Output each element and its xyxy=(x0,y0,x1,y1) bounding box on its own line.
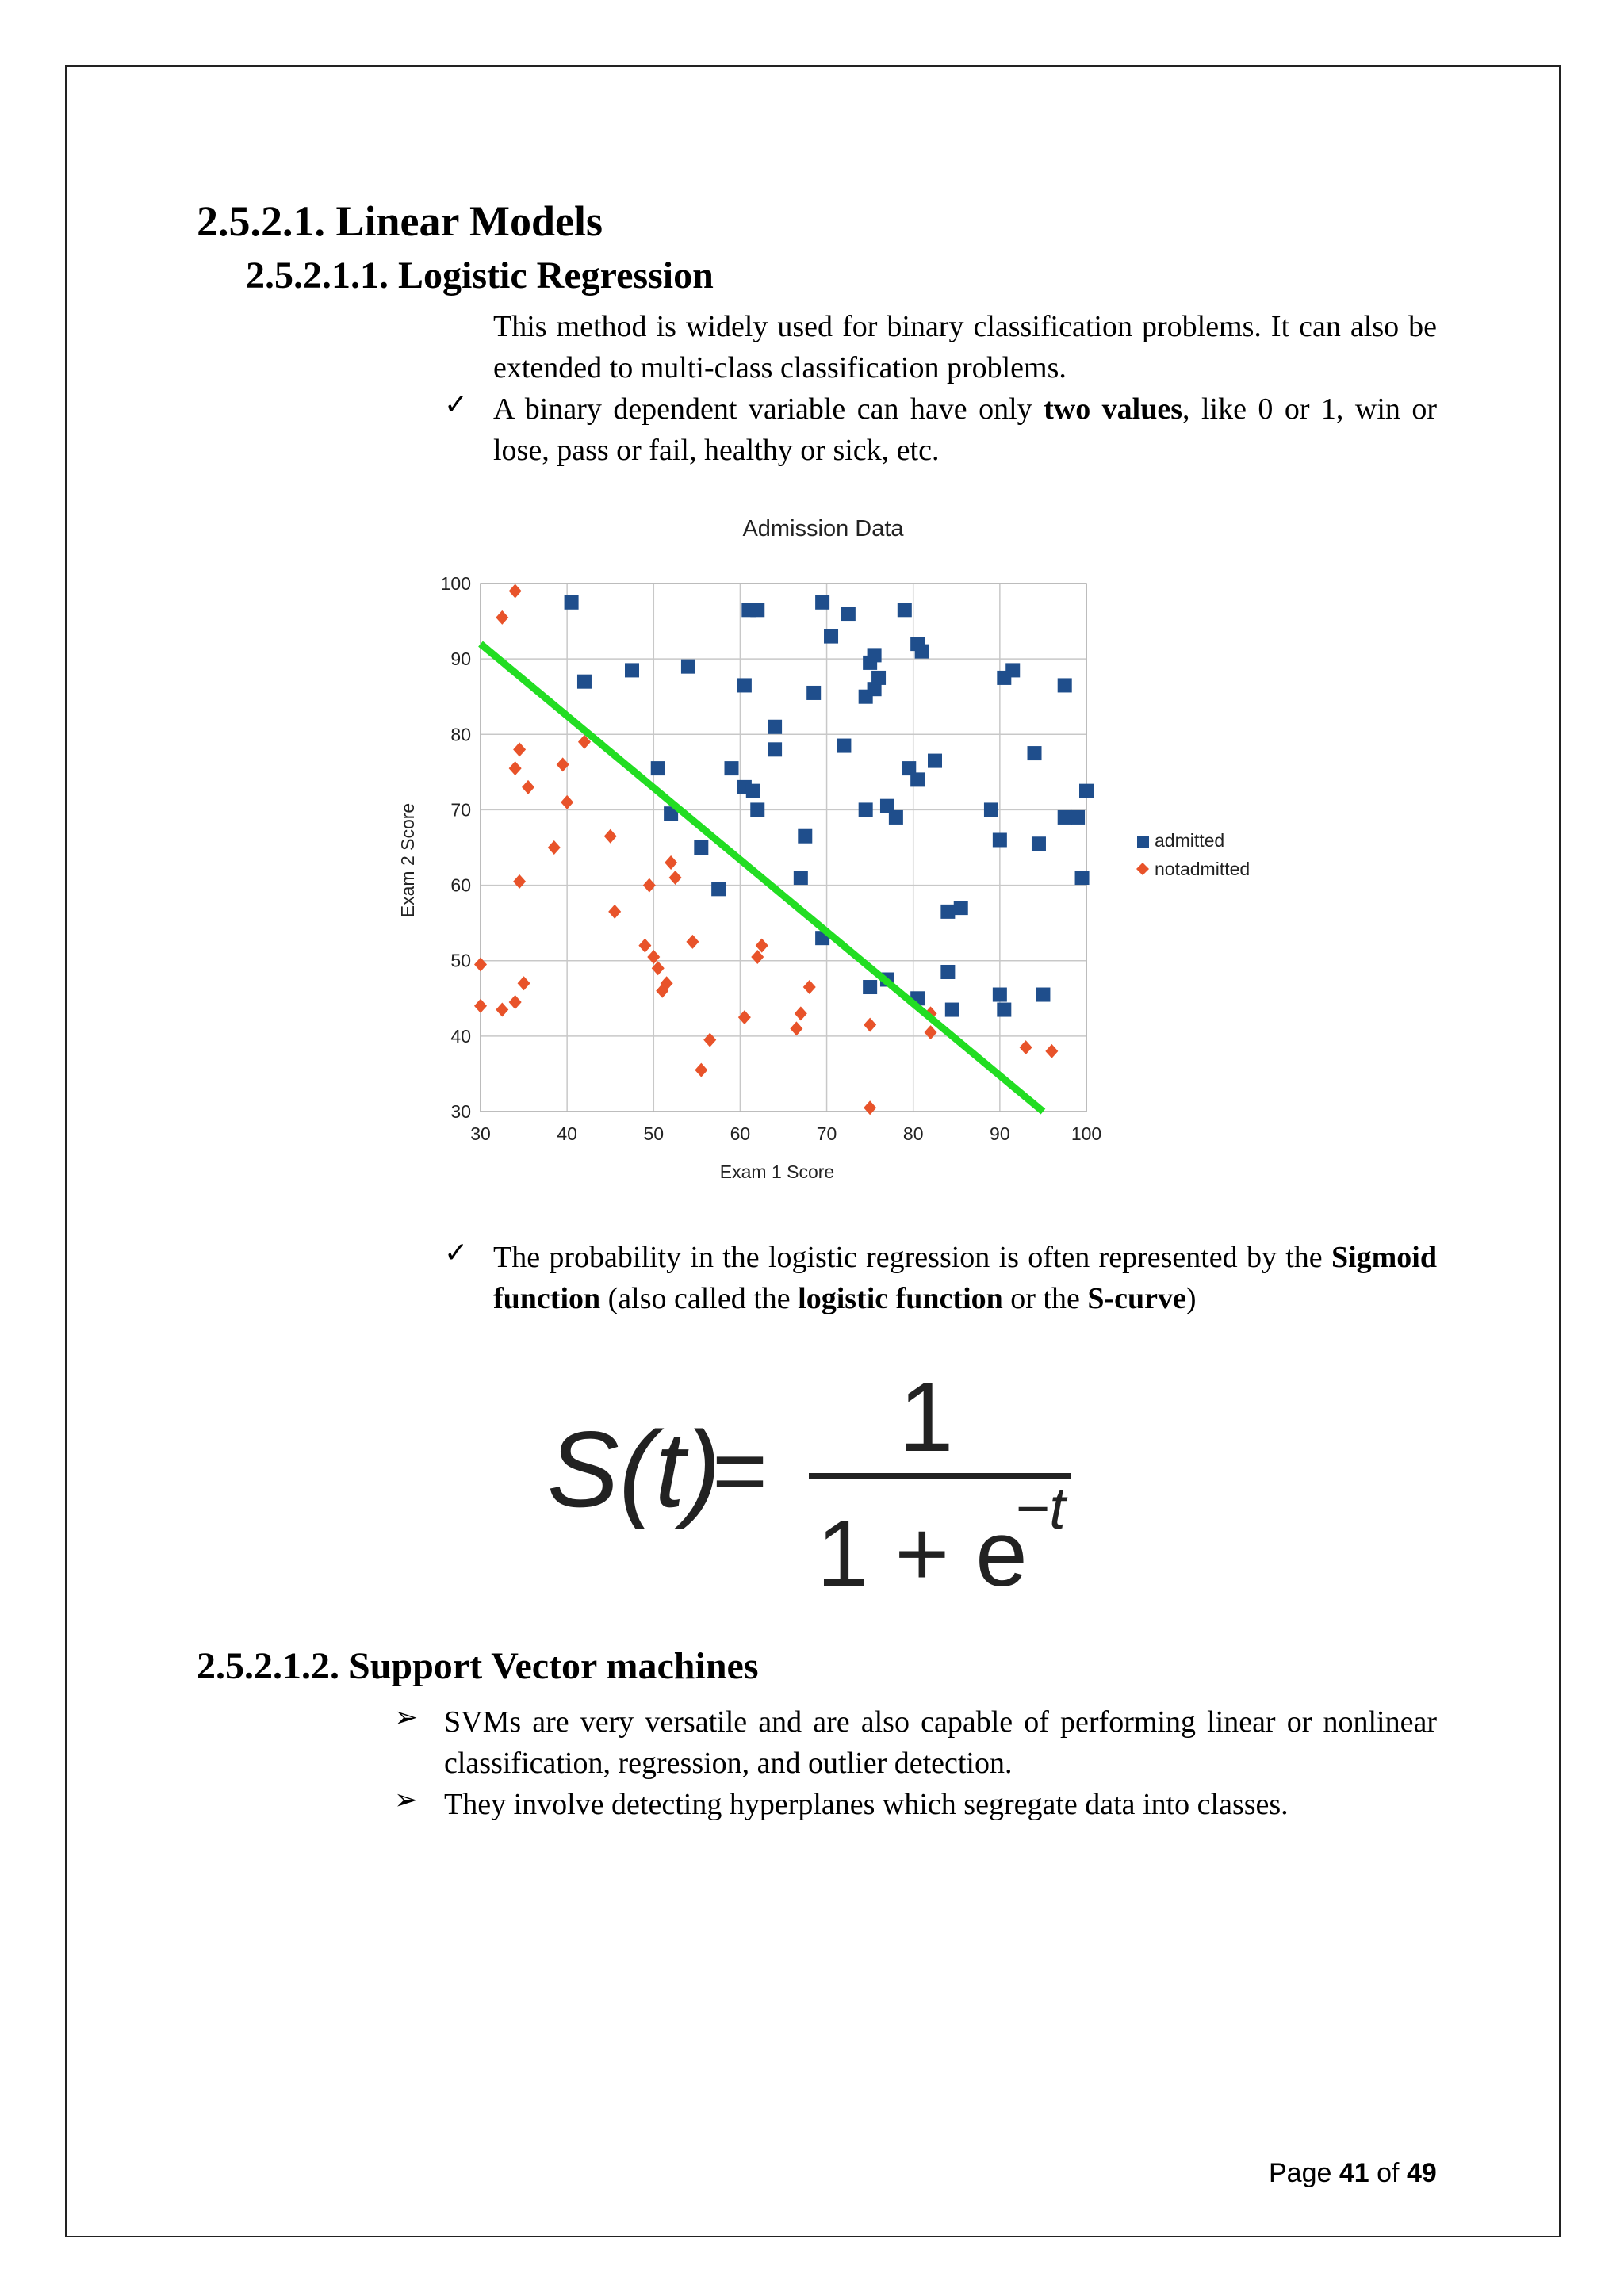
notadmitted-point xyxy=(695,1063,707,1077)
notadmitted-point xyxy=(1045,1044,1058,1058)
x-tick-label: 100 xyxy=(1071,1123,1102,1144)
x-axis-ticks xyxy=(470,1123,1101,1144)
heading-logistic-regression: 2.5.2.1.1. Logistic Regression xyxy=(246,254,714,297)
bullet-sigmoid: The probability in the logistic regression is often represented by the Sigmoid function (also called the logistic function or the S-curve) xyxy=(493,1241,1437,1315)
heading-svm: 2.5.2.1.2. Support Vector machines xyxy=(197,1645,759,1687)
admitted-point xyxy=(815,595,829,610)
admitted-point xyxy=(841,607,856,621)
admitted-point xyxy=(824,629,838,644)
admitted-point xyxy=(898,603,912,617)
formula-lhs: S(t) xyxy=(547,1409,722,1529)
admitted-point xyxy=(798,829,812,844)
x-tick-label: 90 xyxy=(990,1123,1010,1144)
admitted-point xyxy=(928,754,942,768)
decision-boundary xyxy=(481,644,1043,1112)
admitted-point xyxy=(868,648,882,662)
svm-bullet-hyperplanes: They involve detecting hyperplanes which segregate data into classes. xyxy=(444,1788,1289,1821)
admitted-point xyxy=(1075,871,1090,885)
bullet-binary-variable: A binary dependent variable can have only two values, like 0 or 1, win or lose, pass or fail, healthy or sick, etc. xyxy=(493,392,1437,467)
notadmitted-point xyxy=(522,780,534,794)
page-footer: Page 41 of 49 xyxy=(1269,2158,1437,2188)
notadmitted-point xyxy=(474,999,487,1013)
admitted-point xyxy=(915,645,929,659)
admitted-point xyxy=(993,988,1007,1002)
admitted-point xyxy=(794,871,808,885)
admitted-point xyxy=(1058,678,1072,692)
admitted-point xyxy=(1028,746,1042,760)
sigmoid-formula-svg xyxy=(539,1348,1094,1609)
admitted-point xyxy=(625,663,639,677)
legend-admitted-marker xyxy=(1137,836,1149,848)
y-tick-label: 80 xyxy=(450,724,471,745)
sigmoid-formula xyxy=(539,1348,1094,1613)
admitted-point xyxy=(1058,810,1072,825)
notadmitted-point xyxy=(669,871,682,885)
notadmitted-point xyxy=(518,976,530,990)
admitted-point xyxy=(577,675,592,689)
notadmitted-point xyxy=(803,980,816,994)
notadmitted-point xyxy=(864,1018,876,1032)
notadmitted-point xyxy=(513,874,526,889)
notadmitted-point xyxy=(548,840,561,855)
admitted-point xyxy=(871,671,886,685)
notadmitted-point xyxy=(703,1033,716,1047)
admitted-point xyxy=(863,980,877,994)
checkmark-icon: ✓ xyxy=(444,388,469,421)
y-tick-label: 60 xyxy=(450,874,471,896)
y-tick-label: 70 xyxy=(450,799,471,821)
admitted-point xyxy=(768,720,782,734)
notadmitted-point xyxy=(686,935,699,949)
admitted-point xyxy=(750,603,764,617)
admitted-point xyxy=(694,840,708,855)
admitted-point xyxy=(725,761,739,775)
admitted-point xyxy=(910,772,925,786)
arrow-bullet-icon: ➢ xyxy=(394,1784,419,1816)
x-tick-label: 30 xyxy=(470,1123,491,1144)
plot-frame xyxy=(481,584,1086,1112)
admitted-point xyxy=(984,802,998,817)
admitted-point xyxy=(1071,810,1085,825)
checkmark-icon: ✓ xyxy=(444,1237,469,1269)
formula-numerator: 1 xyxy=(898,1363,954,1472)
decision-boundary-line xyxy=(481,644,1043,1112)
admitted-point xyxy=(806,686,821,700)
notadmitted-point xyxy=(1020,1040,1032,1054)
notadmitted-point xyxy=(665,855,677,870)
notadmitted-point xyxy=(790,1021,802,1035)
y-tick-label: 100 xyxy=(440,573,471,594)
y-axis-label: Exam 2 Score xyxy=(397,802,418,918)
y-tick-label: 50 xyxy=(450,950,471,971)
x-tick-label: 80 xyxy=(902,1123,924,1144)
formula-exponent: −t xyxy=(1015,1475,1066,1541)
notadmitted-point xyxy=(561,795,573,809)
admitted-point xyxy=(750,802,764,817)
admitted-point xyxy=(940,965,955,979)
logistic-intro-paragraph: This method is widely used for binary classification problems. It can also be extended to multi-class classification problems. xyxy=(493,310,1437,385)
notadmitted-point xyxy=(513,742,526,756)
admitted-point xyxy=(1036,988,1050,1002)
notadmitted-point xyxy=(509,995,522,1009)
notadmitted-point xyxy=(795,1006,807,1020)
formula-denominator: 1 + e xyxy=(817,1502,1028,1606)
admitted-point xyxy=(651,761,665,775)
y-tick-label: 90 xyxy=(450,649,471,670)
formula-equals: = xyxy=(712,1418,768,1524)
legend-notadmitted-label: notadmitted xyxy=(1155,859,1251,879)
y-axis-ticks xyxy=(441,573,471,1122)
admitted-point xyxy=(746,784,760,798)
svm-bullet-versatile: SVMs are very versatile and are also capable of performing linear or nonlinear classification, regression, and outlier detection. xyxy=(444,1705,1437,1780)
admitted-point xyxy=(1079,784,1094,798)
admitted-point xyxy=(737,678,752,692)
admission-chart xyxy=(389,507,1308,1209)
chart-legend xyxy=(1136,830,1250,879)
admitted-point xyxy=(859,802,873,817)
notadmitted-point xyxy=(509,584,522,599)
notadmitted-point xyxy=(925,1025,937,1039)
notadmitted-point xyxy=(509,761,522,775)
x-tick-label: 50 xyxy=(643,1123,665,1144)
admitted-point xyxy=(993,832,1007,847)
notadmitted-point xyxy=(474,957,487,971)
x-tick-label: 60 xyxy=(730,1123,751,1144)
notadmitted-point xyxy=(864,1100,876,1115)
notadmitted-point xyxy=(496,610,508,625)
y-tick-label: 40 xyxy=(450,1025,471,1047)
admitted-point xyxy=(1005,663,1020,677)
admitted-point xyxy=(1032,836,1046,851)
legend-admitted-label: admitted xyxy=(1155,830,1225,851)
admitted-point xyxy=(768,742,782,756)
admitted-point xyxy=(997,1003,1011,1017)
legend-notadmitted-marker xyxy=(1136,863,1149,875)
notadmitted-point xyxy=(604,829,617,844)
admission-scatter-svg xyxy=(389,507,1308,1205)
notadmitted-point xyxy=(608,905,621,919)
arrow-bullet-icon: ➢ xyxy=(394,1701,419,1734)
chart-title: Admission Data xyxy=(742,516,904,541)
notadmitted-point xyxy=(638,939,651,953)
y-tick-label: 30 xyxy=(450,1101,471,1122)
admitted-point xyxy=(565,595,579,610)
x-axis-label: Exam 1 Score xyxy=(719,1161,835,1182)
admitted-point xyxy=(940,905,955,919)
admitted-point xyxy=(711,882,726,896)
admitted-point xyxy=(889,810,903,825)
admitted-point xyxy=(681,660,695,674)
heading-linear-models: 2.5.2.1. Linear Models xyxy=(197,197,603,245)
x-tick-label: 70 xyxy=(816,1123,837,1144)
notadmitted-point xyxy=(496,1003,508,1017)
x-tick-label: 40 xyxy=(557,1123,577,1144)
admitted-point xyxy=(945,1003,959,1017)
admitted-point xyxy=(954,901,968,915)
admitted-point xyxy=(837,739,851,753)
chart-grid xyxy=(481,584,1086,1112)
